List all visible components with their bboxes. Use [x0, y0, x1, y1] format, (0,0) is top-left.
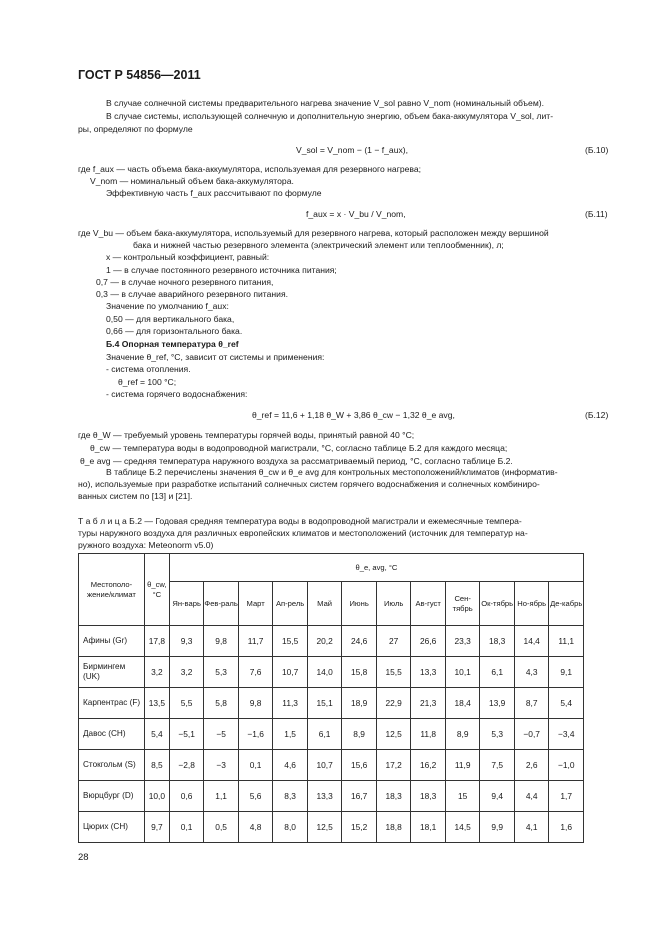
col-header-month: Ап-рель: [273, 582, 308, 626]
text-line: 0,3 — в случае аварийного резервного питания.: [96, 289, 288, 299]
equation-number: (Б.11): [585, 209, 608, 219]
cell-month-temp: 11,3: [273, 688, 308, 719]
cell-location: Карпентрас (F): [79, 688, 145, 719]
cell-month-temp: 13,3: [411, 657, 446, 688]
table-row: [79, 781, 584, 812]
cell-cw: 13,5: [144, 688, 169, 719]
cell-month-temp: 4,4: [514, 781, 549, 812]
cell-month-temp: −5,1: [169, 719, 204, 750]
cell-month-temp: 13,9: [480, 688, 515, 719]
cell-month-temp: 20,2: [307, 626, 342, 657]
cell-month-temp: 26,6: [411, 626, 446, 657]
cell-month-temp: 8,3: [273, 781, 308, 812]
text-line: - система отопления.: [106, 364, 191, 374]
cell-cw: 8,5: [144, 750, 169, 781]
temperature-table: [78, 553, 584, 843]
equation-b12: θ_ref = 11,6 + 1,18 θ_W + 3,86 θ_cw − 1,32 θ_e avg,: [252, 410, 455, 420]
cell-month-temp: −2,8: [169, 750, 204, 781]
cell-month-temp: 16,7: [342, 781, 377, 812]
cell-cw: 5,4: [144, 719, 169, 750]
text-line: V_nom — номинальный объем бака-аккумулятора.: [90, 176, 294, 186]
cell-month-temp: 9,8: [238, 688, 273, 719]
cell-month-temp: 8,9: [342, 719, 377, 750]
text-line: В таблице Б.2 перечислены значения θ_cw и θ_e avg для контрольных местоположений/климатов (информатив-: [106, 467, 558, 477]
table-row: [79, 812, 584, 843]
cell-month-temp: 18,8: [376, 812, 411, 843]
col-header-month: Но-ябрь: [514, 582, 549, 626]
cell-month-temp: 4,1: [514, 812, 549, 843]
cell-month-temp: 8,0: [273, 812, 308, 843]
text-line: но), используемые при разработке испытаний солнечных систем горячего водоснабжения и солнечных комбиниро-: [78, 479, 540, 489]
text-line: θ_e avg — средняя температура наружного воздуха за рассматриваемый период, °С, согласно таблице Б.2.: [80, 456, 513, 466]
cell-month-temp: 7,5: [480, 750, 515, 781]
col-header-month: Март: [238, 582, 273, 626]
cell-month-temp: 10,1: [445, 657, 480, 688]
cell-month-temp: −1,0: [549, 750, 584, 781]
cell-month-temp: 6,1: [480, 657, 515, 688]
cell-location: Бирмингем (UK): [79, 657, 145, 688]
cell-month-temp: 5,8: [204, 688, 239, 719]
text-line: где f_aux — часть объема бака-аккумулятора, используемая для резервного нагрева;: [78, 164, 422, 174]
text-line: 1 — в случае постоянного резервного источника питания;: [106, 265, 337, 275]
cell-month-temp: 15,5: [376, 657, 411, 688]
table-row: [79, 719, 584, 750]
cell-month-temp: 4,8: [238, 812, 273, 843]
cell-month-temp: 6,1: [307, 719, 342, 750]
cell-cw: 10,0: [144, 781, 169, 812]
text-line: ванных систем по [13] и [21].: [78, 491, 193, 501]
col-header-month: Фев-раль: [204, 582, 239, 626]
cell-month-temp: 22,9: [376, 688, 411, 719]
cell-month-temp: 0,5: [204, 812, 239, 843]
col-header-month: Июнь: [342, 582, 377, 626]
cell-month-temp: 18,3: [480, 626, 515, 657]
cell-location: Цюрих (CH): [79, 812, 145, 843]
cell-month-temp: 1,7: [549, 781, 584, 812]
cell-month-temp: 1,5: [273, 719, 308, 750]
cell-month-temp: 5,4: [549, 688, 584, 719]
cell-month-temp: 27: [376, 626, 411, 657]
cell-month-temp: 10,7: [273, 657, 308, 688]
text-line: - система горячего водоснабжения:: [106, 389, 248, 399]
cell-month-temp: 9,1: [549, 657, 584, 688]
col-header-month: Июль: [376, 582, 411, 626]
cell-month-temp: 13,3: [307, 781, 342, 812]
cell-month-temp: 12,5: [307, 812, 342, 843]
cell-month-temp: 15,2: [342, 812, 377, 843]
cell-month-temp: 1,1: [204, 781, 239, 812]
cell-month-temp: 9,4: [480, 781, 515, 812]
standard-header: ГОСТ Р 54856—2011: [78, 68, 201, 82]
cell-month-temp: 15,1: [307, 688, 342, 719]
equation-b11: f_aux = x · V_bu / V_nom,: [306, 209, 406, 219]
cell-month-temp: 18,9: [342, 688, 377, 719]
cell-month-temp: −5: [204, 719, 239, 750]
cell-month-temp: 14,5: [445, 812, 480, 843]
cell-month-temp: 18,1: [411, 812, 446, 843]
table-caption: туры наружного воздуха для различных европейских климатов и местоположений (источник для температур на-: [78, 528, 528, 538]
cell-month-temp: 5,3: [480, 719, 515, 750]
cell-month-temp: 11,9: [445, 750, 480, 781]
cell-month-temp: 5,6: [238, 781, 273, 812]
cell-month-temp: 15,6: [342, 750, 377, 781]
table-caption: ружного воздуха: Meteonorm v5.0): [78, 540, 214, 550]
cell-cw: 9,7: [144, 812, 169, 843]
text-line: 0,50 — для вертикального бака,: [106, 314, 235, 324]
col-header-group: θ_e, avg, °С: [169, 554, 583, 582]
text-line: θ_cw — температура воды в водопроводной магистрали, °С, согласно таблице Б.2 для каждого месяца;: [90, 443, 508, 453]
text-line: 0,66 — для горизонтального бака.: [106, 326, 243, 336]
cell-month-temp: 5,5: [169, 688, 204, 719]
cell-month-temp: −3: [204, 750, 239, 781]
cell-month-temp: 3,2: [169, 657, 204, 688]
text-line: где θ_W — требуемый уровень температуры горячей воды, принятый равной 40 °С;: [78, 430, 415, 440]
table-row: [79, 657, 584, 688]
cell-month-temp: 14,0: [307, 657, 342, 688]
cell-month-temp: 8,7: [514, 688, 549, 719]
cell-month-temp: 23,3: [445, 626, 480, 657]
cell-month-temp: 5,3: [204, 657, 239, 688]
cell-month-temp: 0,1: [238, 750, 273, 781]
col-header-month: Ян-варь: [169, 582, 204, 626]
cell-month-temp: 4,3: [514, 657, 549, 688]
col-header-location: Местополо-жение/климат: [79, 554, 145, 626]
cell-month-temp: −3,4: [549, 719, 584, 750]
table-caption: Т а б л и ц а Б.2 — Годовая средняя температура воды в водопроводной магистрали и ежемесячные темпера-: [78, 516, 522, 526]
col-header-month: Ав-густ: [411, 582, 446, 626]
cell-month-temp: 0,6: [169, 781, 204, 812]
cell-location: Вюрцбург (D): [79, 781, 145, 812]
cell-month-temp: 9,8: [204, 626, 239, 657]
col-header-month: Де-кабрь: [549, 582, 584, 626]
cell-month-temp: 21,3: [411, 688, 446, 719]
text-line: В случае системы, использующей солнечную и дополнительную энергию, объем бака-аккумулятора V_sol, лит-: [106, 111, 554, 121]
text-line: В случае солнечной системы предварительного нагрева значение V_sol равно V_nom (номинальный объем).: [106, 98, 544, 108]
equation-number: (Б.12): [585, 410, 609, 420]
cell-month-temp: 11,7: [238, 626, 273, 657]
cell-month-temp: −0,7: [514, 719, 549, 750]
col-header-month: Сен-тябрь: [445, 582, 480, 626]
cell-month-temp: 15: [445, 781, 480, 812]
cell-month-temp: 11,8: [411, 719, 446, 750]
cell-month-temp: −1,6: [238, 719, 273, 750]
cell-month-temp: 9,3: [169, 626, 204, 657]
cell-month-temp: 17,2: [376, 750, 411, 781]
text-line: Значение по умолчанию f_aux:: [106, 301, 229, 311]
col-header-month: Ок-тябрь: [480, 582, 515, 626]
equation-number: (Б.10): [585, 145, 609, 155]
cell-month-temp: 2,6: [514, 750, 549, 781]
table-row: [79, 688, 584, 719]
text-line: бака и нижней частью резервного элемента (электрический элемент или теплообменник), л;: [133, 240, 504, 250]
cell-month-temp: 4,6: [273, 750, 308, 781]
cell-month-temp: 15,8: [342, 657, 377, 688]
text-line: Эффективную часть f_aux рассчитывают по формуле: [106, 188, 322, 198]
equation-b10: V_sol = V_nom − (1 − f_aux),: [296, 145, 409, 155]
cell-location: Стокгольм (S): [79, 750, 145, 781]
cell-month-temp: 18,3: [376, 781, 411, 812]
text-line: θ_ref = 100 °С;: [118, 377, 177, 387]
cell-month-temp: 16,2: [411, 750, 446, 781]
cell-location: Давос (CH): [79, 719, 145, 750]
table-row: [79, 626, 584, 657]
cell-month-temp: 24,6: [342, 626, 377, 657]
text-line: Значение θ_ref, °С, зависит от системы и применения:: [106, 352, 325, 362]
cell-month-temp: 18,4: [445, 688, 480, 719]
section-heading: Б.4 Опорная температура θ_ref: [106, 339, 239, 349]
table-row: [79, 750, 584, 781]
cell-month-temp: 9,9: [480, 812, 515, 843]
cell-month-temp: 7,6: [238, 657, 273, 688]
col-header-cw: θ_cw, °С: [144, 554, 169, 626]
page-number: 28: [78, 852, 89, 863]
cell-month-temp: 15,5: [273, 626, 308, 657]
text-line: 0,7 — в случае ночного резервного питания,: [96, 277, 274, 287]
text-line: x — контрольный коэффициент, равный:: [106, 252, 270, 262]
cell-month-temp: 1,6: [549, 812, 584, 843]
cell-month-temp: 0,1: [169, 812, 204, 843]
text-line: ры, определяют по формуле: [78, 124, 193, 134]
cell-month-temp: 18,3: [411, 781, 446, 812]
cell-month-temp: 14,4: [514, 626, 549, 657]
cell-month-temp: 10,7: [307, 750, 342, 781]
cell-cw: 3,2: [144, 657, 169, 688]
col-header-month: Май: [307, 582, 342, 626]
cell-month-temp: 12,5: [376, 719, 411, 750]
cell-cw: 17,8: [144, 626, 169, 657]
text-line: где V_bu — объем бака-аккумулятора, используемый для резервного нагрева, который расположен между вершиной: [78, 228, 549, 238]
cell-location: Афины (Gr): [79, 626, 145, 657]
cell-month-temp: 11,1: [549, 626, 584, 657]
cell-month-temp: 8,9: [445, 719, 480, 750]
